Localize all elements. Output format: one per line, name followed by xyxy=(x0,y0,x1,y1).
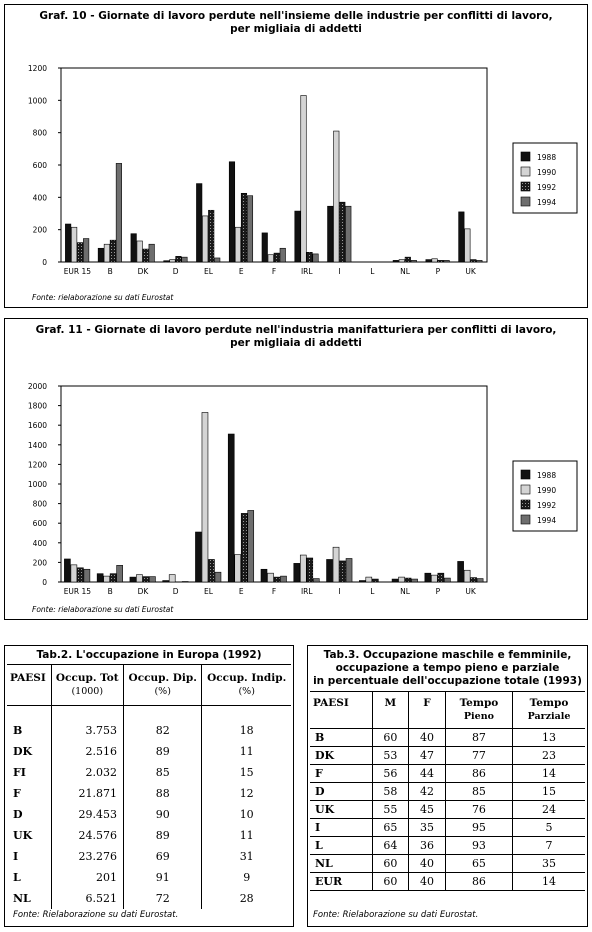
chart11-bar-IRL-1994 xyxy=(313,579,319,582)
chart11-bar-EUR15-1990 xyxy=(71,565,77,582)
table-2-header: Occup. Tot (1000) xyxy=(51,665,124,706)
table-cell: 85 xyxy=(445,783,512,801)
table-cell: 47 xyxy=(409,747,446,765)
table-cell: EUR xyxy=(310,873,372,891)
chart11-bar-I-1990 xyxy=(333,547,339,582)
table-cell: 69 xyxy=(124,846,202,867)
chart10-legend-swatch-1988 xyxy=(521,152,530,161)
table-row xyxy=(7,804,291,825)
chart-10-title: Graf. 10 - Giornate di lavoro perdute nell'insieme delle industrie per conflitti di lavoro, per migliaia di addetti xyxy=(39,10,553,35)
chart11-bar-L-1992 xyxy=(372,579,378,582)
table-cell: UK xyxy=(310,801,372,819)
table-cell: 88 xyxy=(124,783,202,804)
chart11-bar-EL-1992 xyxy=(208,559,214,582)
chart10-plot-frame xyxy=(61,68,487,262)
chart10-legend-label-1988: 1988 xyxy=(537,153,557,162)
chart-11-panel xyxy=(4,318,588,620)
table-3-container xyxy=(310,691,585,891)
table-cell: DK xyxy=(310,747,372,765)
chart11-xtick-DK: DK xyxy=(137,587,149,596)
chart11-bar-NL-1988 xyxy=(392,579,398,582)
chart10-xtick-EL: EL xyxy=(204,267,213,276)
chart10-bar-D-1992 xyxy=(176,256,182,262)
chart11-bar-P-1990 xyxy=(431,575,437,582)
chart10-bar-EUR15-1988 xyxy=(65,224,71,262)
table-cell: 10 xyxy=(202,804,291,825)
chart10-bar-E-1990 xyxy=(235,227,241,262)
chart10-legend-swatch-1994 xyxy=(521,197,530,206)
table-cell: 24 xyxy=(513,801,586,819)
table-row xyxy=(7,741,291,762)
chart11-bar-B-1994 xyxy=(117,565,123,582)
table-cell: NL xyxy=(310,855,372,873)
table-2-header: Occup. Dip. (%) xyxy=(124,665,202,706)
chart10-bar-P-1994 xyxy=(444,260,450,262)
chart10-xtick-UK: UK xyxy=(465,267,476,276)
chart11-bar-F-1990 xyxy=(268,573,274,582)
chart10-bar-P-1992 xyxy=(438,260,444,262)
table-3-source: Fonte: Rielaborazione su dati Eurostat. xyxy=(313,910,479,920)
chart10-bar-D-1990 xyxy=(170,260,176,262)
chart10-legend-label-1992: 1992 xyxy=(537,183,557,192)
chart10-bar-UK-1990 xyxy=(465,229,471,262)
table-cell: 29.453 xyxy=(51,804,124,825)
chart-11-title: Graf. 11 - Giornate di lavoro perdute nell'industria manifatturiera per conflitti di lavoro, per migliaia di addetti xyxy=(35,324,557,349)
chart11-bar-DK-1994 xyxy=(149,577,155,582)
chart10-bar-DK-1992 xyxy=(143,249,149,262)
chart11-ytick-600: 600 xyxy=(32,519,47,529)
table-cell: 42 xyxy=(409,783,446,801)
chart11-bar-UK-1988 xyxy=(458,561,464,582)
table-cell: L xyxy=(13,871,21,884)
chart10-ytick-600: 600 xyxy=(32,161,47,170)
chart10-xtick-I: I xyxy=(338,267,341,276)
table-3-panel xyxy=(307,645,588,927)
table-3-header: PAESI xyxy=(310,692,372,729)
chart11-bar-EL-1988 xyxy=(195,532,201,582)
table-row xyxy=(310,819,585,837)
table-cell: I xyxy=(13,850,19,863)
table-row xyxy=(310,837,585,855)
table-2-source: Fonte: Rielaborazione su dati Eurostat. xyxy=(13,910,179,920)
chart11-ytick-200: 200 xyxy=(32,558,47,568)
chart10-ytick-0: 0 xyxy=(42,258,47,267)
chart11-bar-UK-1992 xyxy=(471,578,477,582)
chart11-legend-swatch-1990 xyxy=(521,485,530,494)
table-cell: 86 xyxy=(445,873,512,891)
table-cell: 90 xyxy=(124,804,202,825)
chart-11-svg xyxy=(5,319,589,621)
table-cell: 85 xyxy=(124,762,202,783)
chart10-xtick-D: D xyxy=(172,267,179,276)
chart11-bar-D-1988 xyxy=(163,581,169,582)
table-3-header: F xyxy=(409,692,446,729)
chart11-legend-label-1994: 1994 xyxy=(537,516,557,525)
table-cell: 18 xyxy=(202,706,291,742)
chart11-bar-DK-1988 xyxy=(130,577,136,582)
table-2-title: Tab.2. L'occupazione in Europa (1992) xyxy=(36,649,262,661)
chart11-ytick-2000: 2000 xyxy=(27,382,47,391)
chart10-bar-E-1992 xyxy=(241,193,247,262)
chart11-bar-EUR15-1992 xyxy=(77,568,83,582)
table-cell: 3.753 xyxy=(51,706,124,742)
chart10-ytick-200: 200 xyxy=(32,225,47,235)
chart10-bar-NL-1994 xyxy=(411,260,417,262)
table-cell: 89 xyxy=(124,741,202,762)
chart10-bar-EUR15-1992 xyxy=(77,243,83,262)
table-cell: 64 xyxy=(372,837,409,855)
table-row xyxy=(310,855,585,873)
chart10-bar-I-1990 xyxy=(334,131,340,262)
table-cell: 56 xyxy=(372,765,409,783)
chart10-ytick-1000: 1000 xyxy=(27,96,47,106)
chart10-bar-F-1994 xyxy=(280,248,286,262)
chart11-bar-L-1990 xyxy=(366,577,372,582)
table-cell: B xyxy=(13,724,23,737)
table-row xyxy=(7,706,291,742)
chart10-bar-DK-1994 xyxy=(149,244,155,262)
table-cell: 7 xyxy=(513,837,586,855)
chart10-xtick-EUR15: EUR 15 xyxy=(63,267,92,276)
chart11-bar-P-1988 xyxy=(425,573,431,582)
chart10-bar-IRL-1990 xyxy=(301,95,307,262)
table-cell: 53 xyxy=(372,747,409,765)
chart11-bar-IRL-1992 xyxy=(307,558,313,582)
chart11-ytick-400: 400 xyxy=(32,538,47,548)
chart10-bar-UK-1994 xyxy=(477,260,483,262)
chart11-bar-F-1988 xyxy=(261,569,267,582)
chart-10-panel xyxy=(4,4,588,308)
chart10-legend xyxy=(513,143,577,213)
chart10-bar-I-1992 xyxy=(340,202,346,262)
table-cell: 13 xyxy=(513,729,586,747)
table-cell: 14 xyxy=(513,765,586,783)
chart10-xtick-B: B xyxy=(107,267,113,276)
table-3 xyxy=(310,691,585,891)
table-row xyxy=(7,762,291,783)
table-2-container xyxy=(7,664,291,909)
chart10-legend-swatch-1990 xyxy=(521,167,530,176)
table-cell: DK xyxy=(13,745,33,758)
table-cell: 91 xyxy=(124,867,202,888)
table-cell: 72 xyxy=(124,888,202,909)
table-cell: 23.276 xyxy=(51,846,124,867)
chart11-bar-IRL-1988 xyxy=(294,563,300,582)
chart10-xtick-NL: NL xyxy=(400,267,410,276)
chart11-ytick-1400: 1400 xyxy=(27,440,47,450)
table-row xyxy=(310,729,585,747)
chart11-legend-swatch-1988 xyxy=(521,470,530,479)
chart11-bar-EL-1990 xyxy=(202,412,208,582)
chart10-bar-B-1994 xyxy=(116,163,122,262)
table-2-header: Occup. Indip. (%) xyxy=(202,665,291,706)
table-cell: F xyxy=(13,787,21,800)
table-cell: 11 xyxy=(202,825,291,846)
chart11-ytick-1000: 1000 xyxy=(27,480,47,489)
chart10-bar-EL-1994 xyxy=(214,258,220,262)
table-cell: 11 xyxy=(202,741,291,762)
chart10-bar-I-1988 xyxy=(328,206,334,262)
chart11-bar-NL-1992 xyxy=(405,578,411,582)
chart-11-source: Fonte: rielaborazione su dati Eurostat xyxy=(32,605,174,614)
chart10-bar-UK-1992 xyxy=(471,260,477,262)
chart11-xtick-L: L xyxy=(370,587,375,596)
chart10-bar-DK-1990 xyxy=(137,241,143,262)
chart10-bar-D-1994 xyxy=(182,257,188,262)
chart10-bar-F-1992 xyxy=(274,253,280,262)
chart11-bar-E-1992 xyxy=(241,513,247,582)
table-cell: 65 xyxy=(372,819,409,837)
table-cell: NL xyxy=(13,892,31,905)
chart10-bar-I-1994 xyxy=(346,206,352,262)
table-cell: F xyxy=(310,765,372,783)
chart10-legend-label-1990: 1990 xyxy=(537,168,557,177)
table-cell: 31 xyxy=(202,846,291,867)
chart11-bar-DK-1990 xyxy=(136,575,142,582)
chart11-xtick-F: F xyxy=(271,587,277,596)
table-row xyxy=(310,765,585,783)
table-cell: 35 xyxy=(513,855,586,873)
chart10-ytick-800: 800 xyxy=(32,128,47,138)
table-cell: 82 xyxy=(124,706,202,742)
chart11-bar-B-1990 xyxy=(104,576,110,582)
chart10-bar-IRL-1994 xyxy=(313,254,319,262)
table-3-header: M xyxy=(372,692,409,729)
table-cell: 65 xyxy=(445,855,512,873)
table-cell: 86 xyxy=(445,765,512,783)
chart10-bar-EL-1988 xyxy=(196,184,202,262)
chart11-bar-P-1992 xyxy=(438,573,444,582)
chart10-bar-EUR15-1994 xyxy=(83,239,89,262)
table-2-panel xyxy=(4,645,294,927)
chart10-xtick-P: P xyxy=(435,267,441,276)
table-cell: 14 xyxy=(513,873,586,891)
table-cell: 201 xyxy=(51,867,124,888)
table-cell: 89 xyxy=(124,825,202,846)
chart11-xtick-P: P xyxy=(435,587,441,596)
table-cell: 87 xyxy=(445,729,512,747)
table-cell: 60 xyxy=(372,855,409,873)
chart11-bar-F-1992 xyxy=(274,577,280,582)
chart10-bar-DK-1988 xyxy=(131,234,137,262)
table-row xyxy=(310,873,585,891)
table-row xyxy=(7,783,291,804)
chart11-ytick-1200: 1200 xyxy=(27,460,47,470)
chart10-bar-NL-1990 xyxy=(399,260,405,262)
table-cell: 40 xyxy=(409,873,446,891)
table-cell: 95 xyxy=(445,819,512,837)
chart10-bar-P-1988 xyxy=(426,260,432,262)
chart11-bar-UK-1990 xyxy=(464,570,470,582)
chart10-legend-label-1994: 1994 xyxy=(537,198,557,207)
chart11-bar-D-1990 xyxy=(169,575,175,582)
chart11-legend-swatch-1992 xyxy=(521,500,530,509)
table-cell: 40 xyxy=(409,729,446,747)
table-cell: 45 xyxy=(409,801,446,819)
chart10-bar-F-1990 xyxy=(268,255,274,262)
chart11-bar-E-1990 xyxy=(235,555,241,582)
table-row xyxy=(7,888,291,909)
chart10-xtick-IRL: IRL xyxy=(300,267,313,276)
table-cell: 15 xyxy=(513,783,586,801)
table-cell: 28 xyxy=(202,888,291,909)
chart10-xtick-F: F xyxy=(271,267,277,276)
chart10-bar-E-1988 xyxy=(229,162,235,262)
chart11-xtick-NL: NL xyxy=(400,587,410,596)
table-cell: 93 xyxy=(445,837,512,855)
chart-10-source: Fonte: rielaborazione su dati Eurostat xyxy=(32,293,174,302)
table-3-header: Tempo Parziale xyxy=(513,692,586,729)
table-cell: B xyxy=(310,729,372,747)
chart10-xtick-E: E xyxy=(238,267,244,276)
chart11-legend-label-1988: 1988 xyxy=(537,471,557,480)
chart10-ytick-400: 400 xyxy=(32,193,47,203)
chart11-ytick-1800: 1800 xyxy=(27,401,47,411)
chart10-bar-NL-1992 xyxy=(405,257,411,262)
chart11-bar-EUR15-1994 xyxy=(84,569,90,582)
chart11-bar-DK-1992 xyxy=(143,577,149,582)
table-cell: 12 xyxy=(202,783,291,804)
chart11-ytick-800: 800 xyxy=(32,499,47,509)
chart11-ytick-1600: 1600 xyxy=(27,421,47,431)
chart11-bar-EUR15-1988 xyxy=(64,559,70,582)
chart11-xtick-EL: EL xyxy=(204,587,213,596)
chart11-bar-NL-1990 xyxy=(399,577,405,582)
table-cell: 5 xyxy=(513,819,586,837)
chart11-ytick-0: 0 xyxy=(42,578,47,587)
table-cell: 2.032 xyxy=(51,762,124,783)
chart11-plot-frame xyxy=(61,386,487,582)
table-2 xyxy=(7,664,291,909)
chart10-bar-B-1988 xyxy=(98,248,104,262)
table-cell: 9 xyxy=(202,867,291,888)
table-cell: 21.871 xyxy=(51,783,124,804)
chart11-bar-F-1994 xyxy=(281,576,287,582)
chart11-xtick-IRL: IRL xyxy=(300,587,313,596)
chart11-xtick-E: E xyxy=(238,587,244,596)
chart11-bar-E-1994 xyxy=(248,510,254,582)
chart11-xtick-B: B xyxy=(107,587,113,596)
chart10-bar-B-1992 xyxy=(110,240,116,262)
chart11-bar-I-1994 xyxy=(346,558,352,582)
chart10-bar-IRL-1992 xyxy=(307,252,313,262)
chart-10-svg xyxy=(5,5,589,309)
chart11-xtick-D: D xyxy=(172,587,179,596)
chart11-xtick-UK: UK xyxy=(465,587,476,596)
chart10-bar-D-1988 xyxy=(164,261,170,262)
chart11-xtick-I: I xyxy=(338,587,341,596)
table-cell: 15 xyxy=(202,762,291,783)
table-cell: L xyxy=(310,837,372,855)
table-cell: 60 xyxy=(372,729,409,747)
chart10-bar-EL-1990 xyxy=(202,216,208,262)
table-cell: FI xyxy=(13,766,26,779)
chart11-bar-UK-1994 xyxy=(477,579,483,582)
table-2-header: PAESI xyxy=(7,665,51,706)
chart11-legend xyxy=(513,461,577,531)
table-cell: UK xyxy=(13,829,33,842)
chart10-xtick-L: L xyxy=(370,267,375,276)
chart11-xtick-EUR15: EUR 15 xyxy=(63,587,92,596)
chart10-bar-B-1990 xyxy=(104,244,110,262)
chart10-bar-F-1988 xyxy=(262,233,268,262)
table-row xyxy=(310,801,585,819)
table-cell: I xyxy=(310,819,372,837)
chart11-bar-IRL-1990 xyxy=(300,555,306,582)
chart10-bar-UK-1988 xyxy=(459,212,465,262)
table-row xyxy=(7,825,291,846)
chart11-bar-E-1988 xyxy=(228,434,234,582)
chart11-bar-I-1988 xyxy=(327,559,333,582)
table-row xyxy=(7,846,291,867)
table-cell: 55 xyxy=(372,801,409,819)
table-row xyxy=(310,783,585,801)
chart11-legend-swatch-1994 xyxy=(521,515,530,524)
chart11-bar-B-1992 xyxy=(110,574,116,582)
chart11-bar-B-1988 xyxy=(97,574,103,582)
table-cell: 76 xyxy=(445,801,512,819)
table-cell: 77 xyxy=(445,747,512,765)
chart11-legend-label-1990: 1990 xyxy=(537,486,557,495)
table-cell: D xyxy=(13,808,23,821)
chart10-bar-NL-1988 xyxy=(393,260,399,262)
chart10-ytick-1200: 1200 xyxy=(27,64,47,73)
chart11-bar-NL-1994 xyxy=(412,579,418,582)
chart11-bar-EL-1994 xyxy=(215,572,221,582)
table-3-header: Tempo Pieno xyxy=(445,692,512,729)
table-3-title: Tab.3. Occupazione maschile e femminile, occupazione a tempo pieno e parziale in percentuale dell'occupazione totale (1993) xyxy=(313,649,582,687)
table-cell: 44 xyxy=(409,765,446,783)
chart11-bar-I-1992 xyxy=(340,561,346,582)
chart10-bar-P-1990 xyxy=(432,259,438,262)
chart11-bar-P-1994 xyxy=(444,578,450,582)
table-cell: 6.521 xyxy=(51,888,124,909)
table-cell: 24.576 xyxy=(51,825,124,846)
table-cell: D xyxy=(310,783,372,801)
chart10-xtick-DK: DK xyxy=(137,267,149,276)
chart10-bar-IRL-1988 xyxy=(295,211,301,262)
chart11-bar-L-1988 xyxy=(359,581,365,582)
table-row xyxy=(310,747,585,765)
table-cell: 23 xyxy=(513,747,586,765)
table-cell: 2.516 xyxy=(51,741,124,762)
chart10-bar-EUR15-1990 xyxy=(71,227,77,262)
chart10-legend-swatch-1992 xyxy=(521,182,530,191)
table-cell: 40 xyxy=(409,855,446,873)
table-cell: 60 xyxy=(372,873,409,891)
table-cell: 35 xyxy=(409,819,446,837)
chart10-bar-E-1994 xyxy=(247,196,253,262)
chart10-bar-EL-1992 xyxy=(208,210,214,262)
chart11-legend-label-1992: 1992 xyxy=(537,501,557,510)
table-cell: 58 xyxy=(372,783,409,801)
table-row xyxy=(7,867,291,888)
table-cell: 36 xyxy=(409,837,446,855)
